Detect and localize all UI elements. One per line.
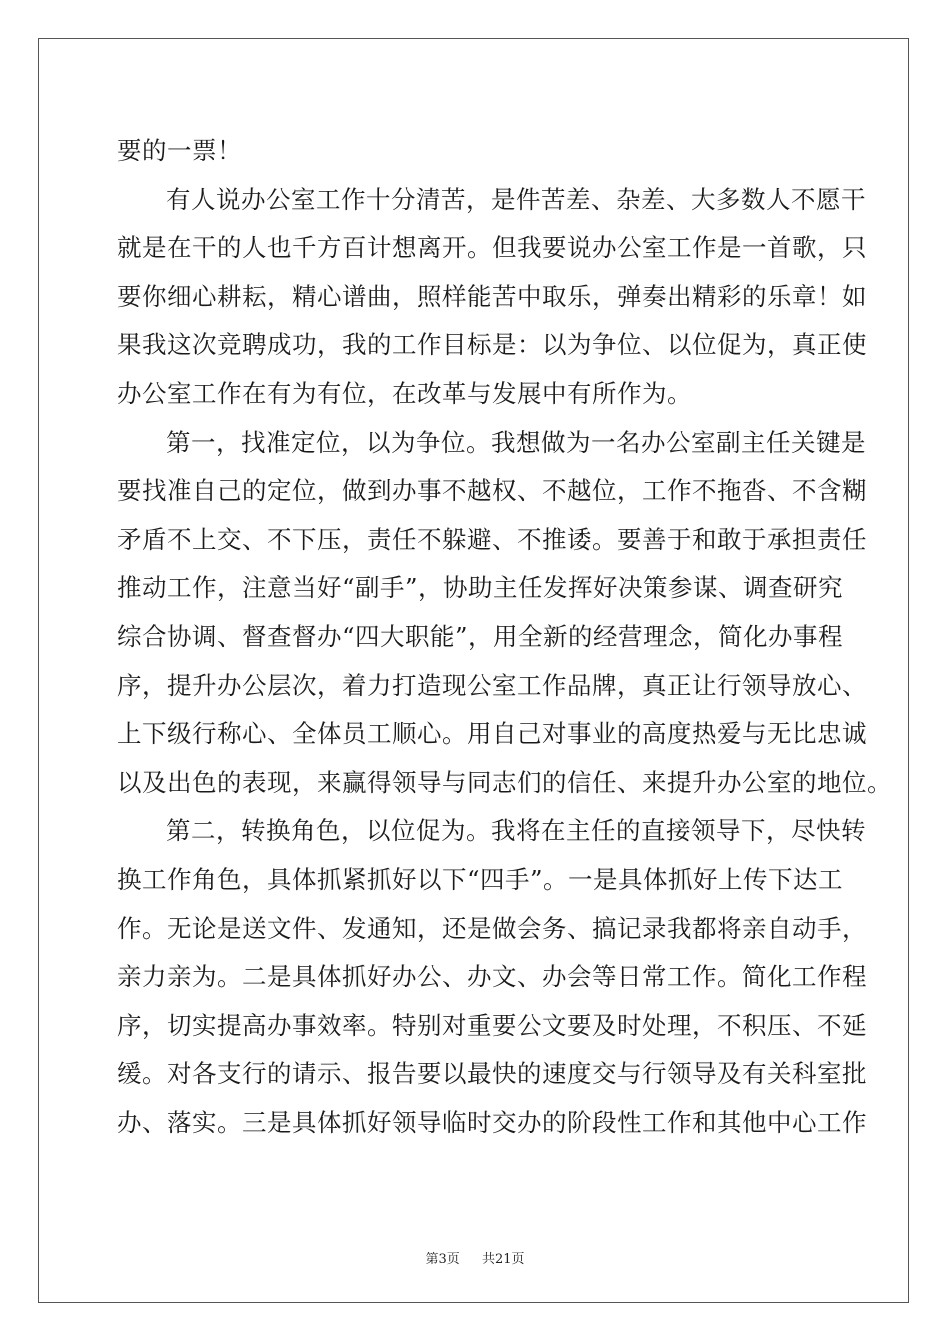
text-line-18: 亲力亲为。二是具体抓好办公、办文、办会等日常工作。简化工作程 bbox=[117, 962, 867, 992]
text-line-7: 第一，找准定位，以为争位。我想做为一名办公室副主任关键是 bbox=[166, 427, 866, 457]
text-line-1: 要的一票！ bbox=[117, 136, 242, 165]
text-line-9: 矛盾不上交、不下压，责任不躲避、不推诿。要善于和敢于承担责任 bbox=[117, 524, 867, 554]
page-number: 第3页 bbox=[425, 1252, 460, 1267]
text-line-3: 就是在干的人也千方百计想离开。但我要说办公室工作是一首歌，只 bbox=[117, 233, 867, 263]
document-body bbox=[117, 127, 892, 1147]
text-line-11: 综合协调、督查督办“四大职能”，用全新的经营理念，简化办事程 bbox=[117, 621, 844, 651]
text-line-15: 第二，转换角色，以位促为。我将在主任的直接领导下，尽快转 bbox=[166, 816, 866, 846]
text-line-5: 果我这次竞聘成功，我的工作目标是：以为争位、以位促为，真正使 bbox=[117, 330, 867, 360]
text-line-10: 推动工作，注意当好“副手”，协助主任发挥好决策参谋、调查研究 bbox=[117, 573, 844, 603]
text-line-14: 以及出色的表现，来赢得领导与同志们的信任、来提升办公室的地位。 bbox=[117, 767, 892, 797]
text-line-8: 要找准自己的定位，做到办事不越权、不越位，工作不拖沓、不含糊 bbox=[117, 476, 867, 506]
text-line-17: 作。无论是送文件、发通知，还是做会务、搞记录我都将亲自动手， bbox=[117, 913, 867, 943]
page-total: 共21页 bbox=[482, 1252, 525, 1267]
text-line-19: 序，切实提高办事效率。特别对重要公文要及时处理，不积压、不延 bbox=[117, 1010, 867, 1040]
text-line-13: 上下级行称心、全体员工顺心。用自己对事业的高度热爱与无比忠诚 bbox=[117, 719, 867, 749]
text-line-16: 换工作角色，具体抓紧抓好以下“四手”。一是具体抓好上传下达工 bbox=[117, 864, 844, 894]
text-line-4: 要你细心耕耘，精心谱曲，照样能苦中取乐，弹奏出精彩的乐章！如 bbox=[117, 281, 867, 311]
text-line-21: 办、落实。三是具体抓好领导临时交办的阶段性工作和其他中心工作 bbox=[117, 1107, 867, 1137]
text-line-2: 有人说办公室工作十分清苦，是件苦差、杂差、大多数人不愿干 bbox=[166, 184, 866, 214]
text-line-6: 办公室工作在有为有位，在改革与发展中有所作为。 bbox=[117, 378, 692, 408]
text-line-12: 序，提升办公层次，着力打造现公室工作品牌，真正让行领导放心、 bbox=[117, 670, 867, 700]
page-footer bbox=[0, 1248, 950, 1267]
text-line-20: 缓。对各支行的请示、报告要以最快的速度交与行领导及有关科室批 bbox=[117, 1059, 867, 1089]
